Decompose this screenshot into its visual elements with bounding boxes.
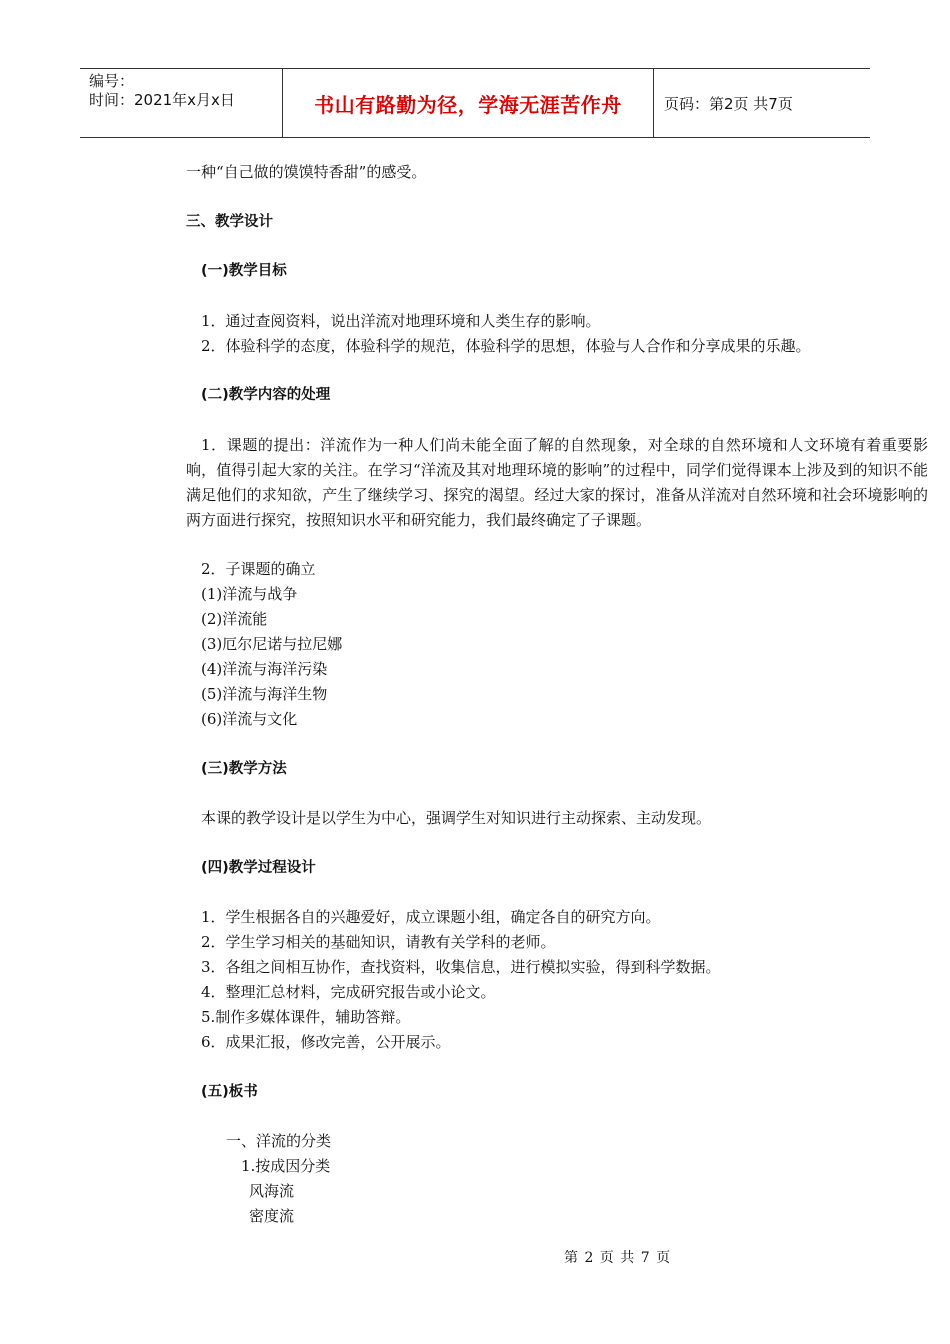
subsection-heading-board: (五)板书	[201, 1084, 258, 1100]
subsection-heading-goals: (一)教学目标	[201, 263, 287, 279]
number-label: 编号：	[89, 72, 135, 90]
subtopic-item: (6)洋流与文化	[201, 710, 298, 728]
header-page-info: 页码：第2页 共7页	[664, 94, 793, 113]
header-motto: 书山有路勤为径，学海无涯苦作舟	[283, 69, 654, 137]
board-line: 1.按成因分类	[241, 1157, 331, 1175]
subsection-heading-content: (二)教学内容的处理	[201, 387, 331, 403]
process-step: 5.制作多媒体课件，辅助答辩。	[201, 1008, 411, 1026]
goal-item: 2．体验科学的态度，体验科学的规范，体验科学的思想，体验与人合作和分享成果的乐趣。	[201, 337, 811, 355]
subsection-heading-method: (三)教学方法	[201, 761, 287, 777]
section-heading: 三、教学设计	[186, 214, 273, 230]
subtopic-item: (5)洋流与海洋生物	[201, 685, 328, 703]
board-line: 风海流	[249, 1182, 295, 1200]
goal-item: 1．通过查阅资料，说出洋流对地理环境和人类生存的影响。	[201, 312, 601, 330]
header-meta	[80, 69, 283, 137]
board-line: 一、洋流的分类	[226, 1132, 332, 1150]
subtopic-item: (2)洋流能	[201, 610, 268, 628]
time-label: 时间：2021年x月x日	[89, 91, 235, 109]
subtopic-item: (3)厄尔尼诺与拉尼娜	[201, 635, 343, 653]
page-header	[80, 68, 870, 138]
process-step: 6．成果汇报，修改完善，公开展示。	[201, 1033, 451, 1051]
subtopic-item: (4)洋流与海洋污染	[201, 660, 328, 678]
page-footer: 第 2 页 共 7 页	[564, 1250, 672, 1266]
process-step: 4．整理汇总材料，完成研究报告或小论文。	[201, 983, 496, 1001]
method-text: 本课的教学设计是以学生为中心，强调学生对知识进行主动探索、主动发现。	[201, 809, 712, 827]
process-step: 1．学生根据各自的兴趣爱好，成立课题小组，确定各自的研究方向。	[201, 908, 661, 926]
subsection-heading-process: (四)教学过程设计	[201, 860, 316, 876]
subtopic-item: (1)洋流与战争	[201, 585, 298, 603]
process-step: 2．学生学习相关的基础知识，请教有关学科的老师。	[201, 933, 556, 951]
subtopic-heading: 2．子课题的确立	[201, 560, 316, 578]
continuation-line: 一种“自己做的馍馍特香甜”的感受。	[186, 163, 427, 181]
board-line: 密度流	[249, 1207, 295, 1225]
content-paragraph: 1．课题的提出：洋流作为一种人们尚未能全面了解的自然现象，对全球的自然环境和人文环境有着重要影响，值得引起大家的关注。在学习“洋流及其对地理环境的影响”的过程中，同学们觉得课本上涉及到的知识不能满足他们的求知欲，产生了继续学习、探究的渴望。经过大家的探讨，准备从洋流对自然环境和社会环境影响的两方面进行探究，按照知识水平和研究能力，我们最终确定了子课题。	[186, 436, 928, 529]
process-step: 3．各组之间相互协作，查找资料，收集信息，进行模拟实验，得到科学数据。	[201, 958, 721, 976]
